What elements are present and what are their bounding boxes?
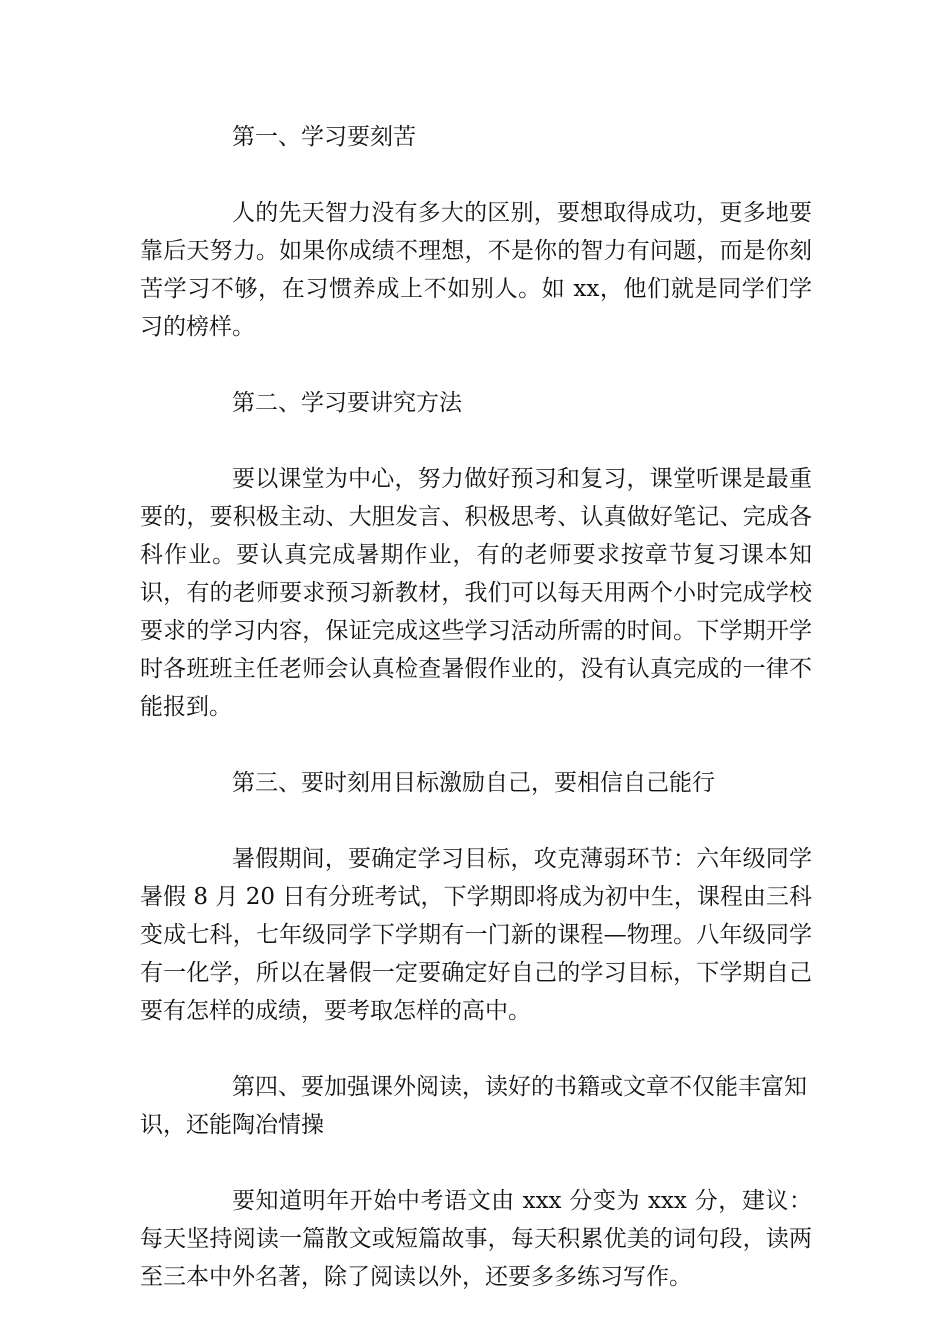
document-body (140, 118, 812, 1334)
section-paragraph-3: 暑假期间，要确定学习目标，攻克薄弱环节：六年级同学暑假 8 月 20 日有分班考试，下学期即将成为初中生，课程由三科变成七科，七年级同学下学期有一门新的课程—物理。八年级同学有一化学，所以在暑假一定要确定好自己的学习目标，下学期自己要有怎样的成绩，要考取怎样的高中。 (140, 846, 812, 1024)
section-heading-4: 第四、要加强课外阅读，读好的书籍或文章不仅能丰富知识，还能陶冶情操 (140, 1074, 807, 1138)
section-heading-3: 第三、要时刻用目标激励自己，要相信自己能行 (232, 770, 715, 796)
section-paragraph-2: 要以课堂为中心，努力做好预习和复习，课堂听课是最重要的，要积极主动、大胆发言、积极思考、认真做好笔记、完成各科作业。要认真完成暑期作业，有的老师要求按章节复习课本知识，有的老师要求预习新教材，我们可以每天用两个小时完成学校要求的学习内容，保证完成这些学习活动所需的时间。下学期开学时各班班主任老师会认真检查暑假作业的，没有认真完成的一律不能报到。 (140, 466, 812, 720)
section-heading-1: 第一、学习要刻苦 (232, 124, 416, 150)
section-paragraph-4: 要知道明年开始中考语文由 xxx 分变为 xxx 分，建议：每天坚持阅读一篇散文或短篇故事，每天积累优美的词句段，读两至三本中外名著，除了阅读以外，还要多多练习写作。 (140, 1188, 812, 1290)
section-paragraph-1: 人的先天智力没有多大的区别，要想取得成功，更多地要靠后天努力。如果你成绩不理想，不是你的智力有问题，而是你刻苦学习不够，在习惯养成上不如别人。如 xx，他们就是同学们学习的榜样。 (140, 200, 812, 340)
section-heading-2: 第二、学习要讲究方法 (232, 390, 462, 416)
